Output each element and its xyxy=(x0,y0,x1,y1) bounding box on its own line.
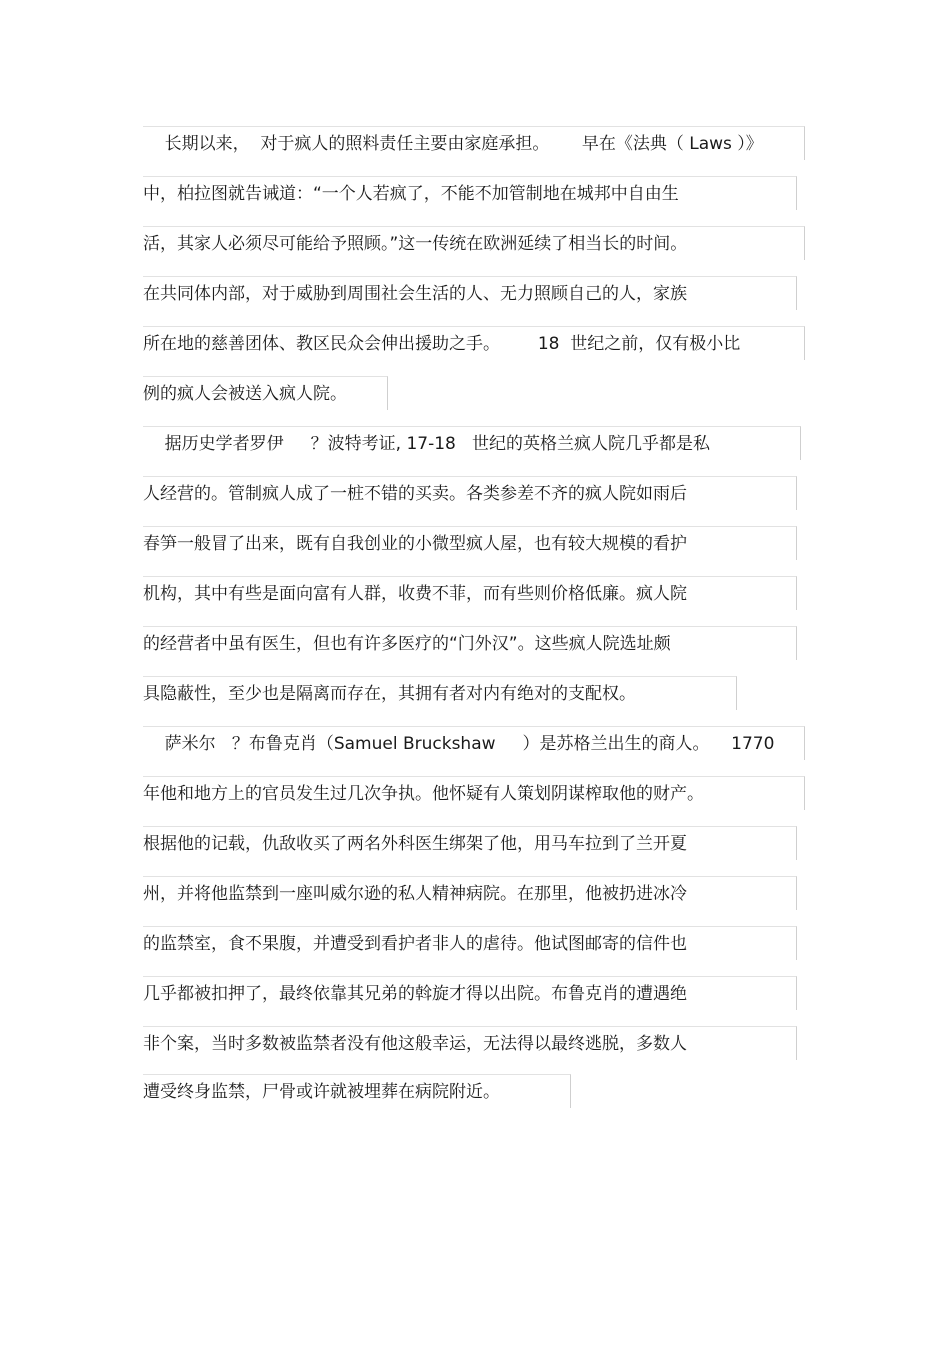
paragraph-1-line-5 xyxy=(143,326,805,360)
line-text: 机构，其中有些是面向富有人群，收费不菲，而有些则价格低廉。疯人院 xyxy=(143,584,687,604)
line-text: 遭受终身监禁，尸骨或许就被埋葬在病院附近。 xyxy=(143,1082,500,1102)
line-text: 根据他的记载，仇敌收买了两名外科医生绑架了他，用马车拉到了兰开夏 xyxy=(143,834,687,854)
line-text: 例的疯人会被送入疯人院。 xyxy=(143,384,347,404)
paragraph-3-line-4 xyxy=(143,876,797,910)
paragraph-2-line-6 xyxy=(143,676,737,710)
line-text: 活，其家人必须尽可能给予照顾。”这一传统在欧洲延续了相当长的时间。 xyxy=(143,234,688,254)
paragraph-3-line-1 xyxy=(143,726,805,760)
paragraph-1-line-1 xyxy=(143,126,805,160)
line-text: 萨米尔 ？布鲁克肖（Samuel Bruckshaw ）是苏格兰出生的商人。 1770 xyxy=(143,734,775,754)
paragraph-3-line-5 xyxy=(143,926,797,960)
line-text: 中，柏拉图就告诫道：“一个人若疯了，不能不加管制地在城邦中自由生 xyxy=(143,184,679,204)
line-text: 具隐蔽性，至少也是隔离而存在，其拥有者对内有绝对的支配权。 xyxy=(143,684,636,704)
line-text: 所在地的慈善团体、教区民众会伸出援助之手。 18 世纪之前，仅有极小比 xyxy=(143,334,741,354)
line-text: 的监禁室，食不果腹，并遭受到看护者非人的虐待。他试图邮寄的信件也 xyxy=(143,934,687,954)
paragraph-2-line-3 xyxy=(143,526,797,560)
line-text: 据历史学者罗伊 ？波特考证, 17-18 世纪的英格兰疯人院几乎都是私 xyxy=(143,434,711,454)
paragraph-2-line-1 xyxy=(143,426,801,460)
paragraph-2-line-4 xyxy=(143,576,797,610)
line-text: 春笋一般冒了出来，既有自我创业的小微型疯人屋，也有较大规模的看护 xyxy=(143,534,687,554)
paragraph-3-line-3 xyxy=(143,826,797,860)
line-text: 州，并将他监禁到一座叫威尔逊的私人精神病院。在那里，他被扔进冰冷 xyxy=(143,884,687,904)
paragraph-1-line-6 xyxy=(143,376,388,410)
line-text: 几乎都被扣押了，最终依靠其兄弟的斡旋才得以出院。布鲁克肖的遭遇绝 xyxy=(143,984,687,1004)
line-text: 年他和地方上的官员发生过几次争执。他怀疑有人策划阴谋榨取他的财产。 xyxy=(143,784,704,804)
line-text: 长期以来， 对于疯人的照料责任主要由家庭承担。 早在《法典（ Laws ）》 xyxy=(143,134,763,154)
line-text: 人经营的。管制疯人成了一桩不错的买卖。各类参差不齐的疯人院如雨后 xyxy=(143,484,687,504)
paragraph-1-line-3 xyxy=(143,226,805,260)
paragraph-3-line-6 xyxy=(143,976,797,1010)
line-text: 的经营者中虽有医生，但也有许多医疗的“门外汉”。这些疯人院选址颇 xyxy=(143,634,671,654)
line-text: 在共同体内部，对于威胁到周围社会生活的人、无力照顾自己的人，家族 xyxy=(143,284,687,304)
paragraph-2-line-5 xyxy=(143,626,797,660)
paragraph-1-line-4 xyxy=(143,276,797,310)
line-text: 非个案，当时多数被监禁者没有他这般幸运，无法得以最终逃脱，多数人 xyxy=(143,1034,687,1054)
paragraph-2-line-2 xyxy=(143,476,797,510)
paragraph-3-line-7 xyxy=(143,1026,797,1060)
paragraph-1-line-2 xyxy=(143,176,797,210)
paragraph-3-line-8 xyxy=(143,1074,571,1108)
paragraph-3-line-2 xyxy=(143,776,805,810)
